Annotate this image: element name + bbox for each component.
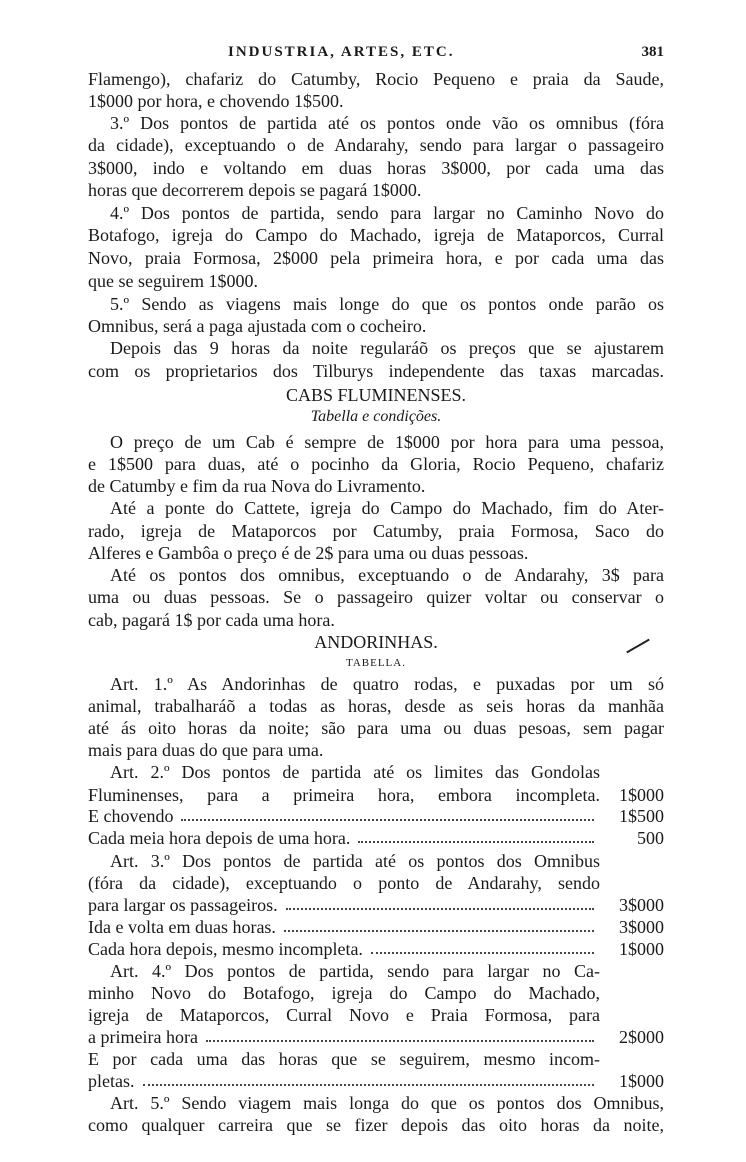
text-line: Flamengo), chafariz do Catumby, Rocio Pequeno e praia da Saude, [88, 69, 664, 89]
text-line: Até a ponte do Cattete, igreja do Campo do Machado, fim do Ater- [110, 498, 664, 518]
text-line: como qualquer carreira que se fizer depois das oito horas da noite, [88, 1115, 664, 1135]
text-line: Art. 1.º As Andorinhas de quatro rodas, e puxadas por um só [110, 674, 664, 694]
text-line: Novo, praia Formosa, 2$000 pela primeira hora, e por cada uma das [88, 248, 664, 268]
text-line: E por cada uma das horas que se seguirem, mesmo incom- [88, 1049, 600, 1069]
row-amount: 1$000 [619, 1071, 664, 1091]
tariff-row [88, 1026, 664, 1048]
tariff-row [88, 805, 664, 827]
row-label: para largar os passageiros. [88, 895, 278, 915]
text-line: Alferes e Gambôa o preço é de 2$ para uma ou duas pessoas. [88, 543, 529, 563]
tariff-row [88, 827, 664, 849]
row-label: Cada meia hora depois de uma hora. [88, 828, 351, 848]
text-line: mais para duas do que para uma. [88, 740, 324, 760]
text-line: 1$000 por hora, e chovendo 1$500. [88, 91, 344, 111]
text-line: 4.º Dos pontos de partida, sendo para largar no Caminho Novo do [110, 203, 664, 223]
text-line: O preço de um Cab é sempre de 1$000 por hora para uma pessoa, [110, 432, 664, 452]
text-line: até ás oito horas da noite; são para uma ou duas pesoas, sem pagar [88, 718, 664, 738]
text-line: que se seguirem 1$000. [88, 271, 258, 291]
text-line: cab, pagará 1$ por cada uma hora. [88, 610, 335, 630]
text-line: Botafogo, igreja do Campo do Machado, igreja de Mataporcos, Curral [88, 225, 664, 245]
row-amount: 500 [637, 828, 664, 848]
tariff-row [88, 894, 664, 916]
text-line: 5.º Sendo as viagens mais longe do que os pontos onde parão os [110, 294, 664, 314]
tariff-row [88, 1070, 664, 1092]
row-label: Ida e volta em duas horas. [88, 917, 276, 937]
row-amount: 1$000 [619, 785, 664, 805]
row-label: E chovendo [88, 806, 174, 826]
text-line: uma ou duas pessoas. Se o passageiro quizer voltar ou conservar o [88, 587, 664, 607]
text-line: 3.º Dos pontos de partida até os pontos onde vão os omnibus (fóra [110, 113, 664, 133]
row-amount: 3$000 [619, 917, 664, 937]
row-amount: 3$000 [619, 895, 664, 915]
text-line: Art. 5.º Sendo viagem mais longa do que os pontos dos Omnibus, [110, 1093, 664, 1113]
text-line: Omnibus, será a paga ajustada com o cocheiro. [88, 316, 427, 336]
row-label: a primeira hora [88, 1027, 198, 1047]
text-line: e 1$500 para duas, até o pocinho da Gloria, Rocio Pequeno, chafariz [88, 454, 664, 474]
text-line: 3$000, indo e voltando em duas horas 3$000, por cada uma das [88, 158, 664, 178]
row-label: Fluminenses, para a primeira hora, embora incompleta. [88, 785, 600, 805]
text-line: Art. 2.º Dos pontos de partida até os limites das Gondolas [110, 762, 600, 782]
row-amount: 1$500 [619, 806, 664, 826]
text-line: Depois das 9 horas da noite regularáõ os preços que se ajustarem [110, 338, 664, 358]
section-title: ANDORINHAS. [314, 632, 438, 652]
tariff-row [88, 938, 664, 960]
text-line: (fóra da cidade), exceptuando o ponto de Andarahy, sendo [88, 873, 600, 893]
text-line: de Catumby e fim da rua Nova do Livramento. [88, 476, 426, 496]
text-line: horas que decorrerem depois se pagará 1$000. [88, 180, 422, 200]
tariff-row [88, 784, 664, 806]
text-line: da cidade), exceptuando o de Andarahy, sendo para largar o passageiro [88, 135, 664, 155]
section-title: CABS FLUMINENSES. [285, 385, 467, 405]
row-amount: 1$000 [619, 939, 664, 959]
section-subtitle: TABELLA. [346, 657, 406, 669]
text-line: Até os pontos dos omnibus, exceptuando o de Andarahy, 3$ para [110, 565, 664, 585]
text-line: igreja de Mataporcos, Curral Novo e Praia Formosa, para [88, 1005, 600, 1025]
text-line: Art. 4.º Dos pontos de partida, sendo para largar no Ca- [110, 961, 600, 981]
page-number: 381 [641, 44, 664, 60]
section-subtitle: Tabella e condições. [310, 408, 442, 425]
header-title: INDUSTRIA, ARTES, ETC. [228, 44, 455, 60]
row-label: Cada hora depois, mesmo incompleta. [88, 939, 363, 959]
row-label: pletas. [88, 1071, 135, 1091]
row-amount: 2$000 [619, 1027, 664, 1047]
tariff-row [88, 916, 664, 938]
text-line: Art. 3.º Dos pontos de partida até os pontos dos Omnibus [110, 851, 600, 871]
text-line: minho Novo do Botafogo, igreja do Campo do Machado, [88, 983, 600, 1003]
text-line: animal, trabalharáõ a todas as horas, desde as seis horas da manhãa [88, 696, 664, 716]
text-line: com os proprietarios dos Tilburys independente das taxas marcadas. [88, 361, 664, 381]
text-line: rado, igreja de Mataporcos por Catumby, praia Formosa, Saco do [88, 521, 664, 541]
